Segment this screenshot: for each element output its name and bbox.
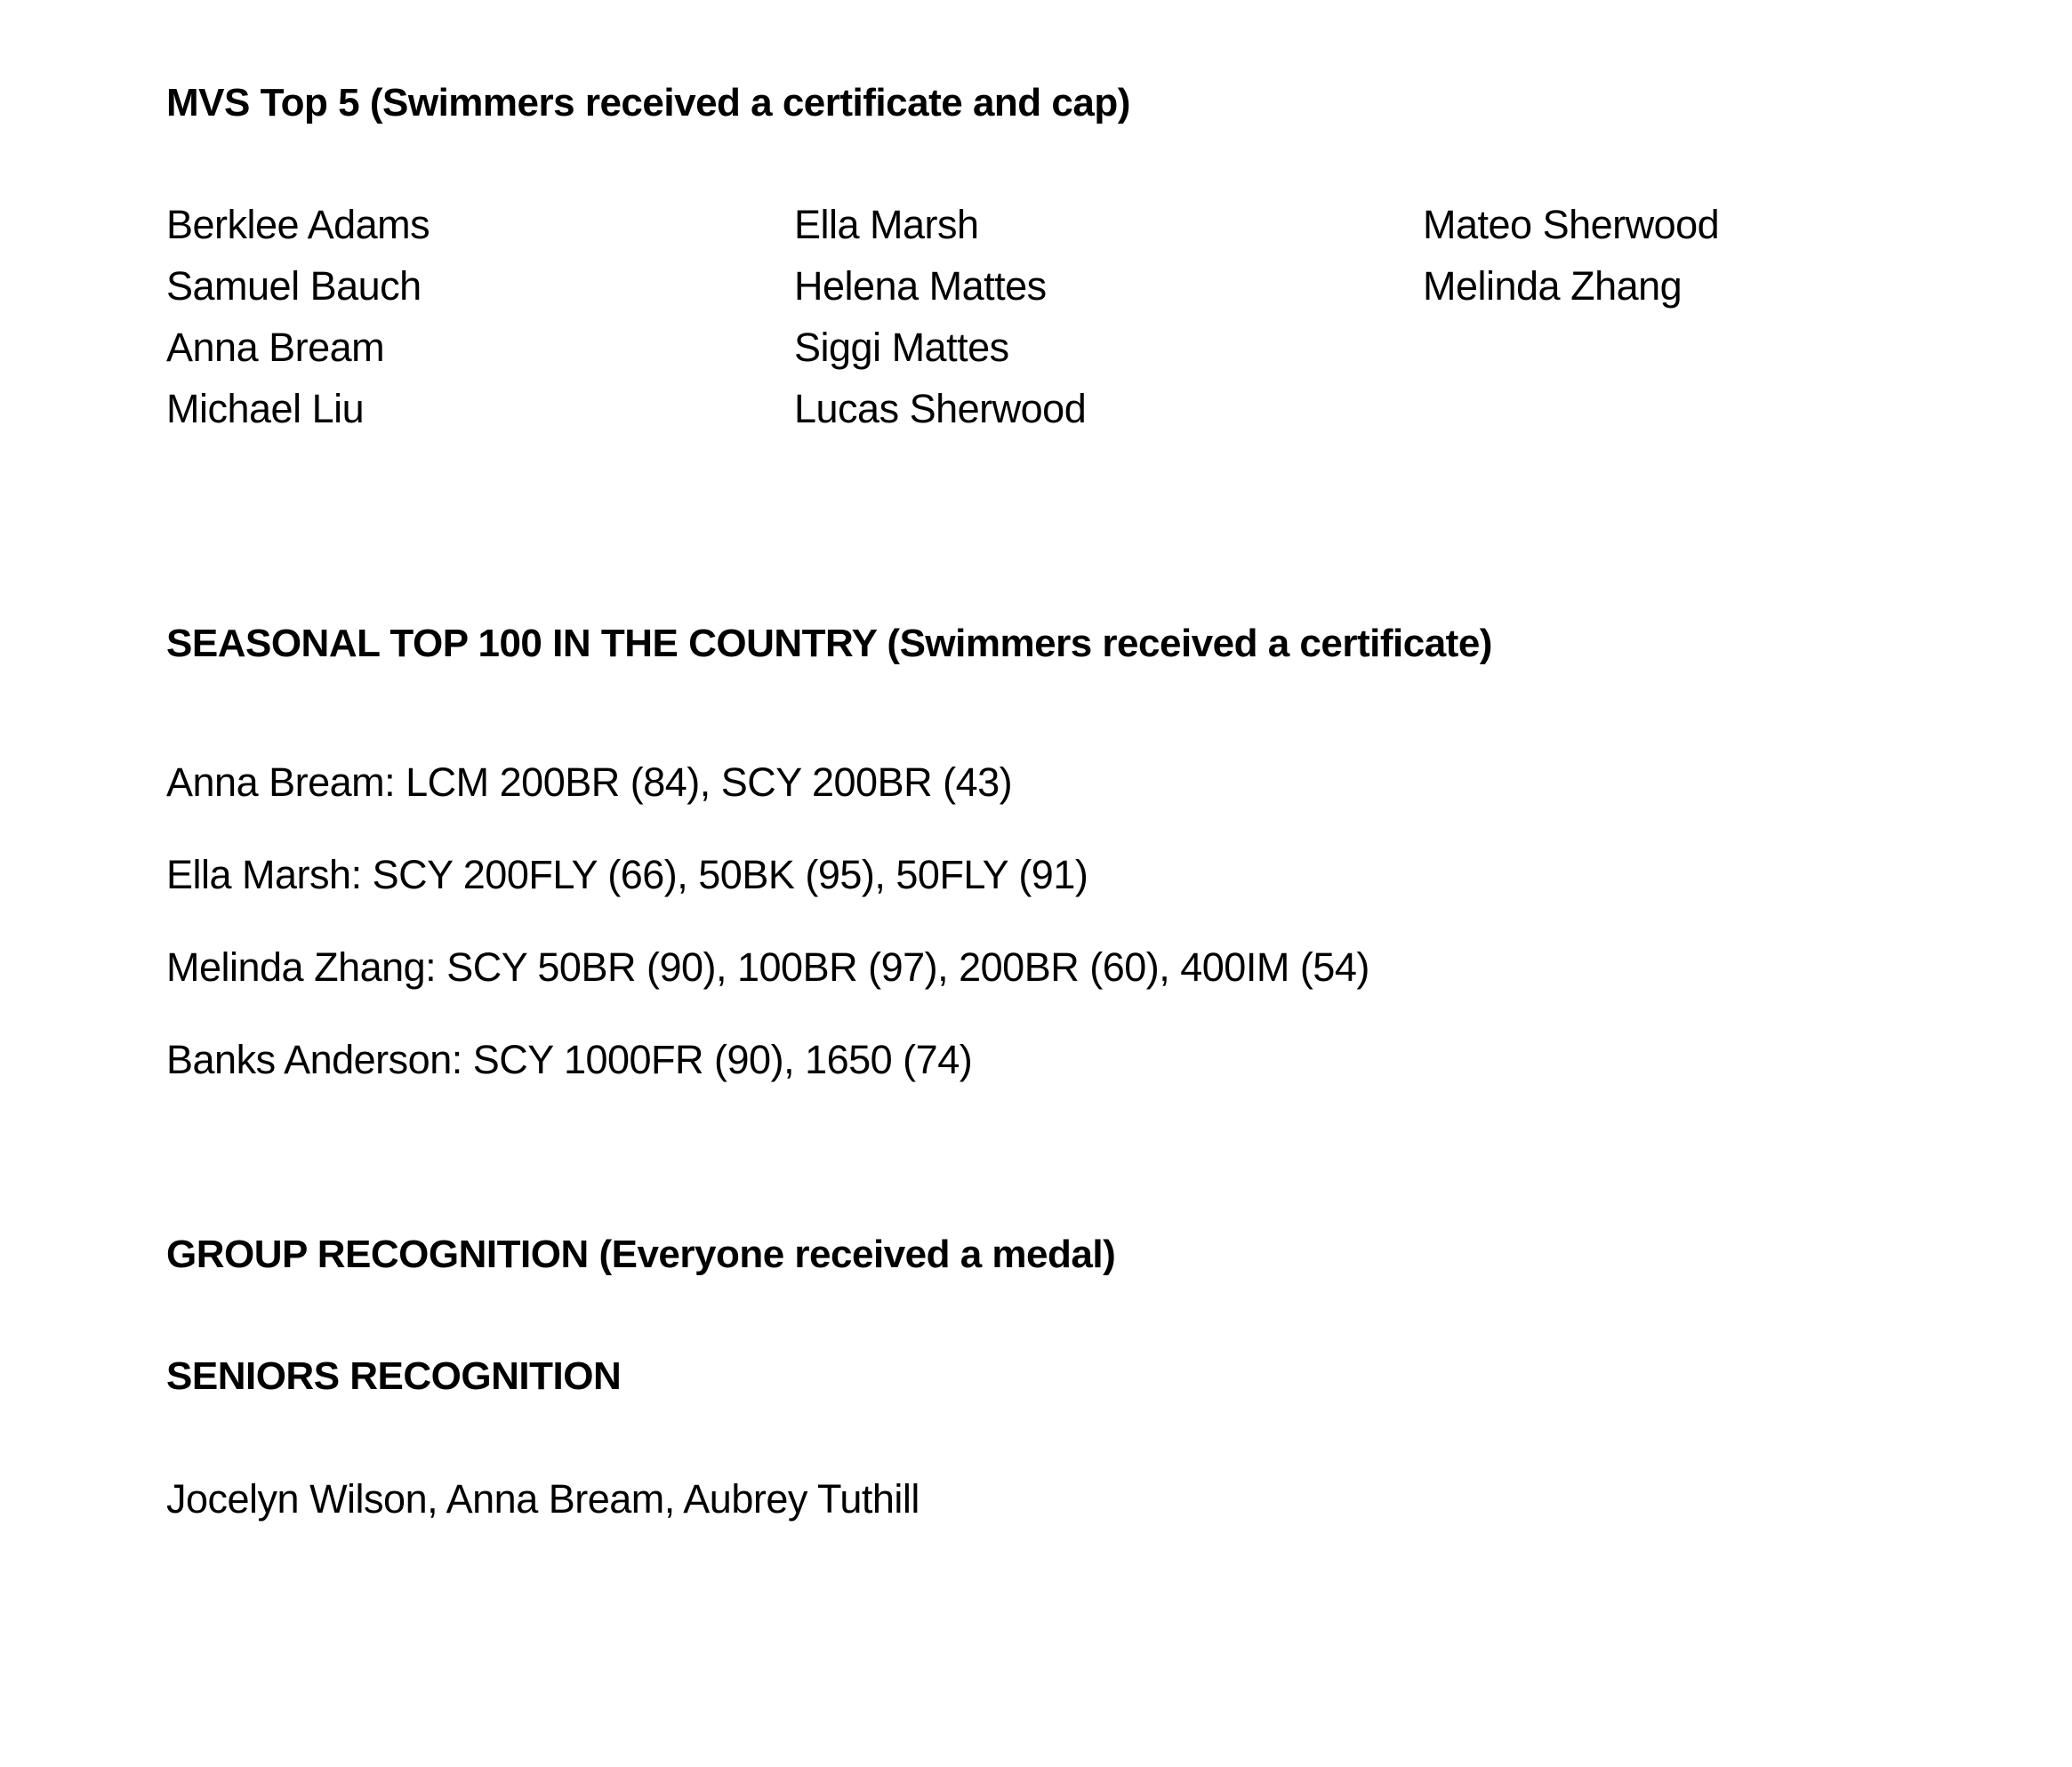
- mvs-top5-heading: MVS Top 5 (Swimmers received a certificate and cap): [166, 81, 1130, 124]
- seasonal-top100-list: [166, 736, 1369, 1106]
- ranking-entry: Ella Marsh: SCY 200FLY (66), 50BK (95), 50FLY (91): [166, 852, 1088, 897]
- group-recognition-heading: GROUP RECOGNITION (Everyone received a medal): [166, 1233, 1116, 1276]
- mvs-top5-column-2: [794, 194, 1086, 439]
- list-item: Ella Marsh: [794, 202, 979, 247]
- seniors-recognition-heading: SENIORS RECOGNITION: [166, 1354, 622, 1398]
- mvs-top5-column-3: [1423, 194, 1719, 317]
- list-item: Anna Bream: [166, 325, 385, 370]
- ranking-entry: Banks Anderson: SCY 1000FR (90), 1650 (74): [166, 1037, 973, 1082]
- list-item: Helena Mattes: [794, 263, 1047, 309]
- list-item: Berklee Adams: [166, 202, 430, 247]
- ranking-entry: Anna Bream: LCM 200BR (84), SCY 200BR (43): [166, 759, 1013, 805]
- list-item: Lucas Sherwood: [794, 386, 1087, 431]
- list-item: Mateo Sherwood: [1423, 202, 1720, 247]
- seniors-names: Jocelyn Wilson, Anna Bream, Aubrey Tuthill: [166, 1476, 920, 1522]
- seasonal-top100-heading: SEASONAL TOP 100 IN THE COUNTRY (Swimmers received a certificate): [166, 622, 1492, 665]
- list-item: Melinda Zhang: [1423, 263, 1682, 309]
- ranking-entry: Melinda Zhang: SCY 50BR (90), 100BR (97), 200BR (60), 400IM (54): [166, 944, 1369, 990]
- list-item: Samuel Bauch: [166, 263, 422, 309]
- mvs-top5-column-1: [166, 194, 430, 439]
- list-item: Siggi Mattes: [794, 325, 1009, 370]
- list-item: Michael Liu: [166, 386, 365, 431]
